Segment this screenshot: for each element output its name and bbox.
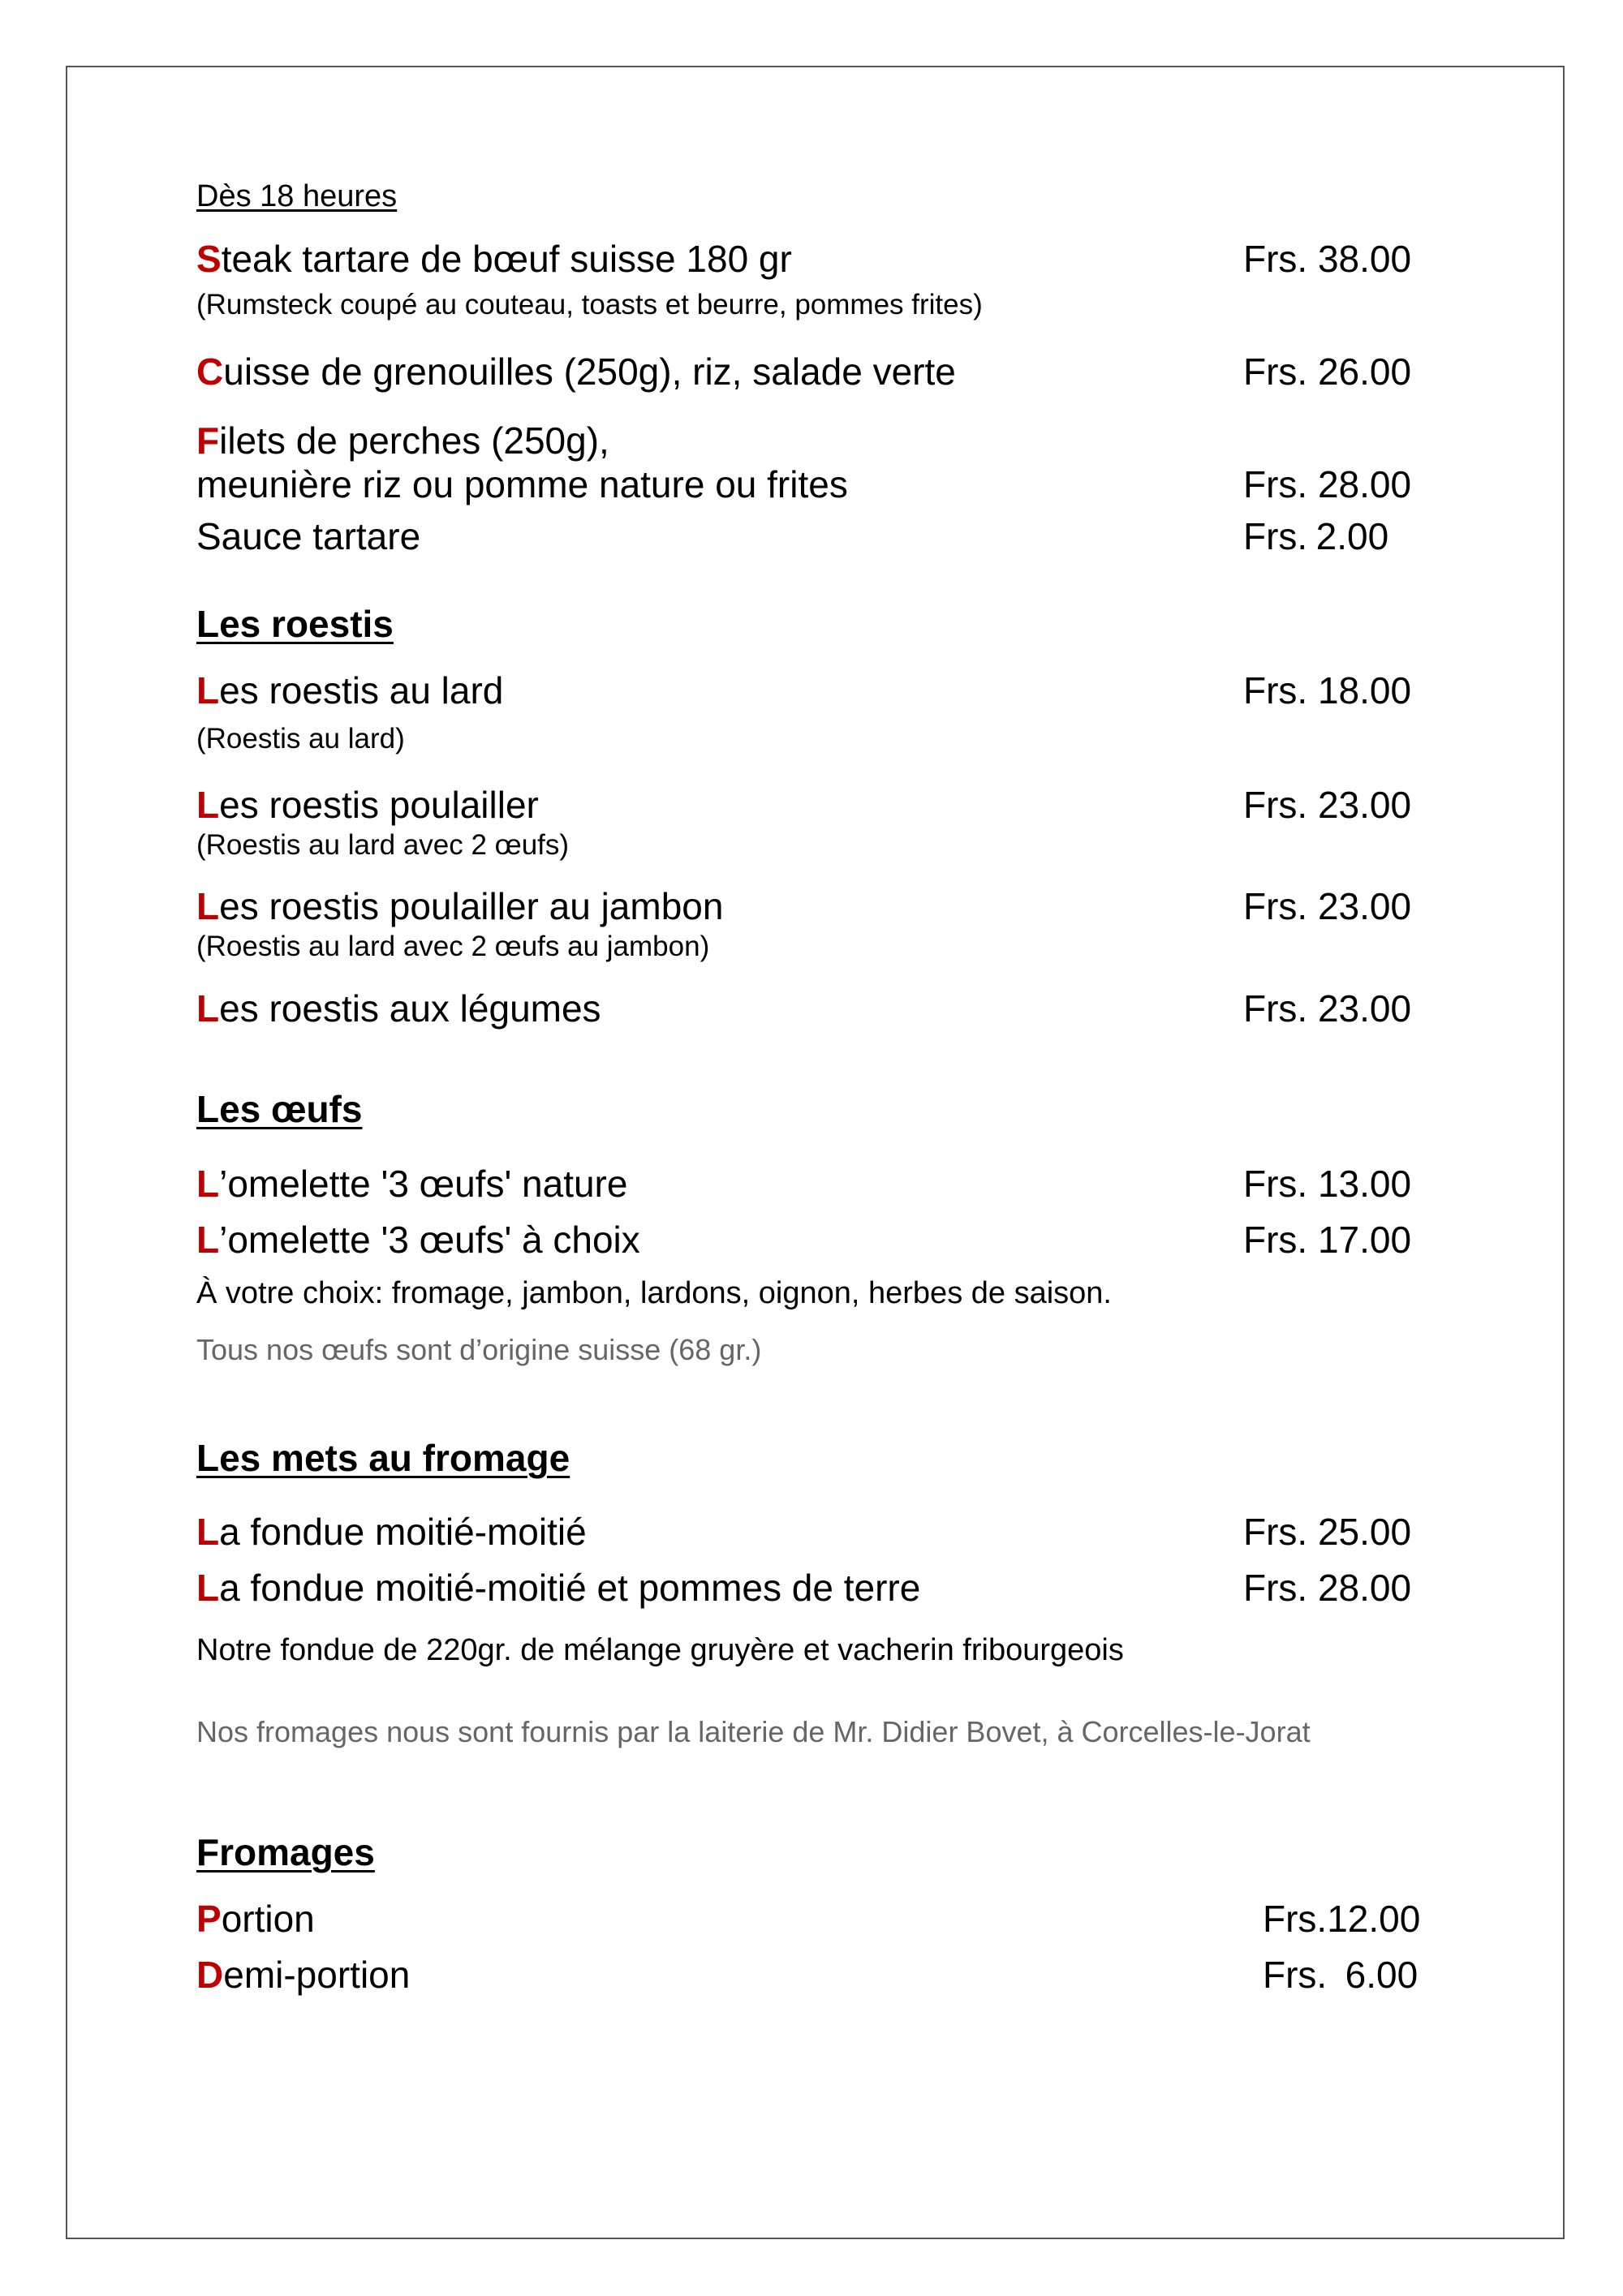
item-omelette-nature: L’omelette '3 œufs' nature — [196, 1163, 628, 1205]
item-demi-portion: Demi-portion — [196, 1954, 411, 1996]
item-cuisse-grenouilles: Cuisse de grenouilles (250g), riz, salade verte — [196, 350, 956, 393]
item-fondue: La fondue moitié-moitié — [196, 1511, 587, 1553]
price-portion: Frs.12.00 — [1263, 1898, 1421, 1940]
price-roestis-poulailler: Frs. 23.00 — [1243, 784, 1412, 826]
oeufs-origin-note: Tous nos œufs sont d’origine suisse (68 gr.) — [196, 1333, 762, 1366]
oeufs-choice-note: À votre choix: fromage, jambon, lardons, oignon, herbes de saison. — [196, 1276, 1112, 1310]
item-portion: Portion — [196, 1898, 315, 1940]
desc-roestis-poulailler-jambon: (Roestis au lard avec 2 œufs au jambon) — [196, 931, 710, 962]
fromage-supplier-note: Nos fromages nous sont fournis par la laiterie de Mr. Didier Bovet, à Corcelles-le-Jorat — [196, 1715, 1311, 1748]
price-cuisse-grenouilles: Frs. 26.00 — [1243, 350, 1412, 393]
item-omelette-choix: L’omelette '3 œufs' à choix — [196, 1219, 640, 1261]
price-sauce-tartare: Frs. 2.00 — [1243, 515, 1389, 557]
desc-roestis-lard: (Roestis au lard) — [196, 723, 405, 755]
section-heading-roestis: Les roestis — [196, 603, 394, 645]
desc-steak-tartare: (Rumsteck coupé au couteau, toasts et beurre, pommes frites) — [196, 289, 983, 320]
fondue-note: Notre fondue de 220gr. de mélange gruyère et vacherin fribourgeois — [196, 1633, 1124, 1667]
section-heading-oeufs: Les œufs — [196, 1088, 363, 1130]
price-filets-perches: Frs. 28.00 — [1243, 463, 1412, 505]
price-roestis-poulailler-jambon: Frs. 23.00 — [1243, 885, 1412, 927]
price-roestis-lard: Frs. 18.00 — [1243, 669, 1412, 712]
item-sauce-tartare: Sauce tartare — [196, 515, 421, 557]
price-omelette-nature: Frs. 13.00 — [1243, 1163, 1412, 1205]
price-omelette-choix: Frs. 17.00 — [1243, 1219, 1412, 1261]
service-hours-note: Dès 18 heures — [196, 179, 398, 213]
item-filets-perches: Filets de perches (250g), — [196, 419, 609, 462]
price-demi-portion: Frs. 6.00 — [1263, 1954, 1419, 1996]
item-roestis-poulailler-jambon: Les roestis poulailler au jambon — [196, 885, 724, 927]
item-roestis-legumes: Les roestis aux légumes — [196, 987, 601, 1030]
price-fondue: Frs. 25.00 — [1243, 1511, 1412, 1553]
item-steak-tartare: Steak tartare de bœuf suisse 180 gr — [196, 238, 792, 280]
item-fondue-pommes-terre: La fondue moitié-moitié et pommes de terre — [196, 1567, 921, 1609]
item-roestis-poulailler: Les roestis poulailler — [196, 784, 539, 826]
price-fondue-pommes-terre: Frs. 28.00 — [1243, 1567, 1412, 1609]
item-filets-perches-line2: meunière riz ou pomme nature ou frites — [196, 463, 848, 505]
section-heading-fromages: Fromages — [196, 1831, 375, 1873]
item-roestis-lard: Les roestis au lard — [196, 669, 504, 712]
price-steak-tartare: Frs. 38.00 — [1243, 238, 1412, 280]
price-roestis-legumes: Frs. 23.00 — [1243, 987, 1412, 1030]
desc-roestis-poulailler: (Roestis au lard avec 2 œufs) — [196, 829, 570, 861]
section-heading-mets-fromage: Les mets au fromage — [196, 1437, 570, 1479]
